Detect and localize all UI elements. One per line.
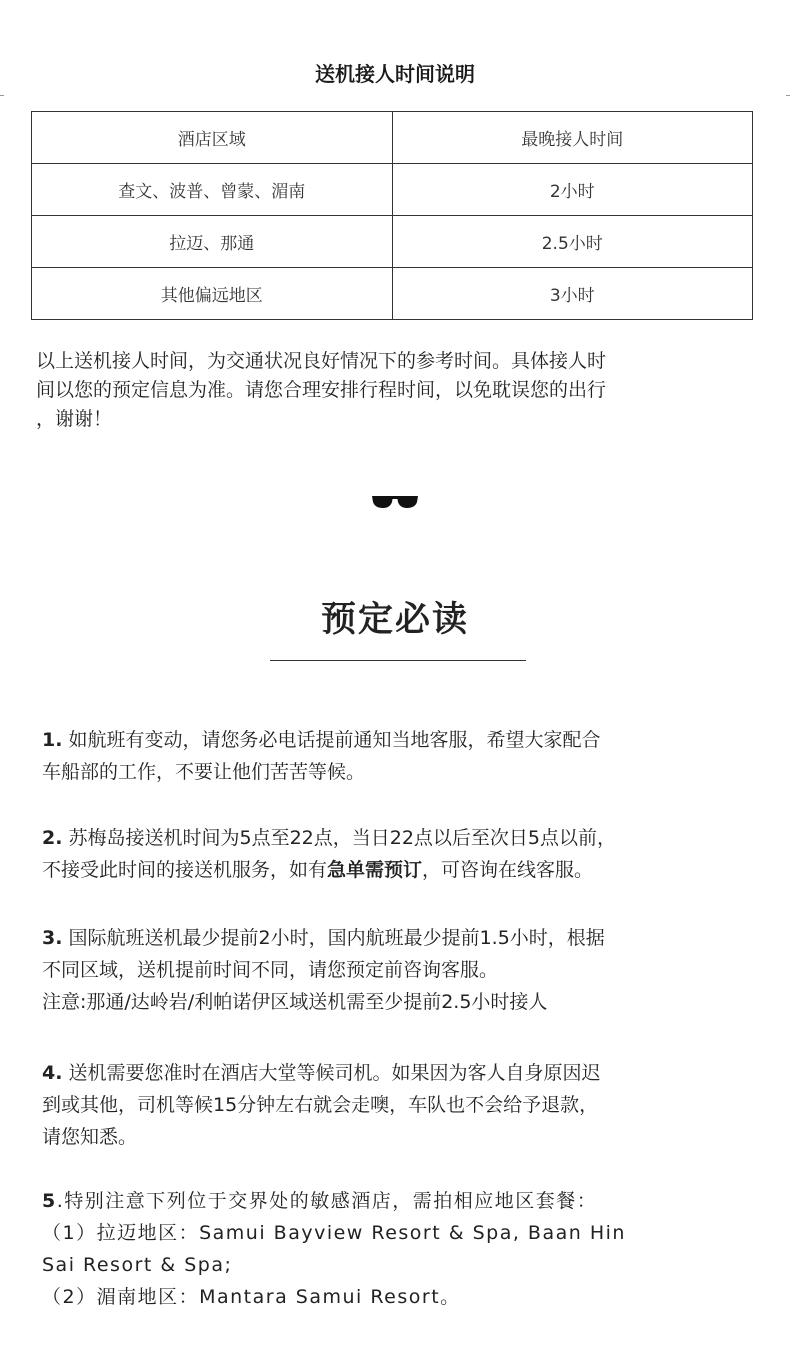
rule-text: ，可咨询在线客服。 (422, 859, 594, 881)
rule-5 (42, 1185, 762, 1313)
column-header-hotel-area: 酒店区域 (32, 112, 393, 164)
right-edge-mark (786, 95, 790, 96)
rule-line: （2）湄南地区：Mantara Samui Resort。 (42, 1286, 461, 1308)
table-row (32, 268, 753, 320)
rule-number: 2. (42, 827, 63, 849)
rule-line (42, 854, 762, 886)
rule-number: 4. (42, 1062, 63, 1084)
rule-3 (42, 922, 762, 1018)
rule-line (42, 724, 762, 756)
table-cell-time: 2.5小时 (392, 216, 753, 268)
note-line: 间以您的预定信息为准。请您合理安排行程时间，以免耽误您的出行 (36, 379, 607, 401)
rule-line: 请您知悉。 (42, 1126, 138, 1148)
rule-line (42, 1185, 762, 1217)
rule-text: 国际航班送机最少提前2小时，国内航班最少提前1.5小时，根据 (62, 927, 605, 949)
table-cell-time: 2小时 (392, 164, 753, 216)
rule-1 (42, 724, 762, 788)
rule-number: 3. (42, 927, 63, 949)
rule-line: 到或其他，司机等候15分钟左右就会走噢，车队也不会给予退款， (42, 1094, 599, 1116)
column-header-latest-pickup: 最晚接人时间 (392, 112, 753, 164)
rule-line: 注意:那通/达岭岩/利帕诺伊区域送机需至少提前2.5小时接人 (42, 991, 548, 1013)
note-line: 以上送机接人时间，为交通状况良好情况下的参考时间。具体接人时 (36, 350, 607, 372)
rule-line (42, 1057, 762, 1089)
rule-text: 苏梅岛接送机时间为5点至22点，当日22点以后至次日5点以前， (62, 827, 617, 849)
rule-text: 如航班有变动，请您务必电话提前通知当地客服，希望大家配合 (62, 729, 601, 751)
rule-text: .特别注意下列位于交界处的敏感酒店，需拍相应地区套餐： (56, 1190, 598, 1212)
note-line: ，谢谢！ (36, 408, 113, 430)
pickup-note (36, 347, 758, 434)
rule-text: 不接受此时间的接送机服务，如有 (42, 859, 328, 881)
sunglasses-icon (371, 494, 419, 510)
table-row (32, 164, 753, 216)
pickup-time-title: 送机接人时间说明 (315, 62, 475, 86)
section-underline (270, 660, 526, 661)
left-edge-mark (0, 95, 4, 96)
table-row (32, 216, 753, 268)
rule-line (42, 822, 762, 854)
table-cell-area: 拉迈、那通 (32, 216, 393, 268)
rule-line: Sai Resort & Spa; (42, 1254, 233, 1276)
rule-line (42, 922, 762, 954)
rule-line: 不同区域，送机提前时间不同，请您预定前咨询客服。 (42, 959, 499, 981)
rule-text: 送机需要您准时在酒店大堂等候司机。如果因为客人自身原因迟 (62, 1062, 601, 1084)
rule-line: （1）拉迈地区：Samui Bayview Resort & Spa, Baan Hin (42, 1222, 626, 1244)
rule-line: 车船部的工作，不要让他们苦苦等候。 (42, 761, 366, 783)
table-cell-area: 查文、波普、曾蒙、湄南 (32, 164, 393, 216)
rule-2 (42, 822, 762, 886)
section-title: 预定必读 (320, 600, 469, 640)
pickup-time-table (31, 111, 753, 320)
urgent-booking-emphasis: 急单需预订 (327, 859, 423, 881)
table-cell-time: 3小时 (392, 268, 753, 320)
rule-4 (42, 1057, 762, 1153)
rule-number: 5 (42, 1190, 57, 1212)
table-cell-area: 其他偏远地区 (32, 268, 393, 320)
rule-number: 1. (42, 729, 63, 751)
table-header-row (32, 112, 753, 164)
